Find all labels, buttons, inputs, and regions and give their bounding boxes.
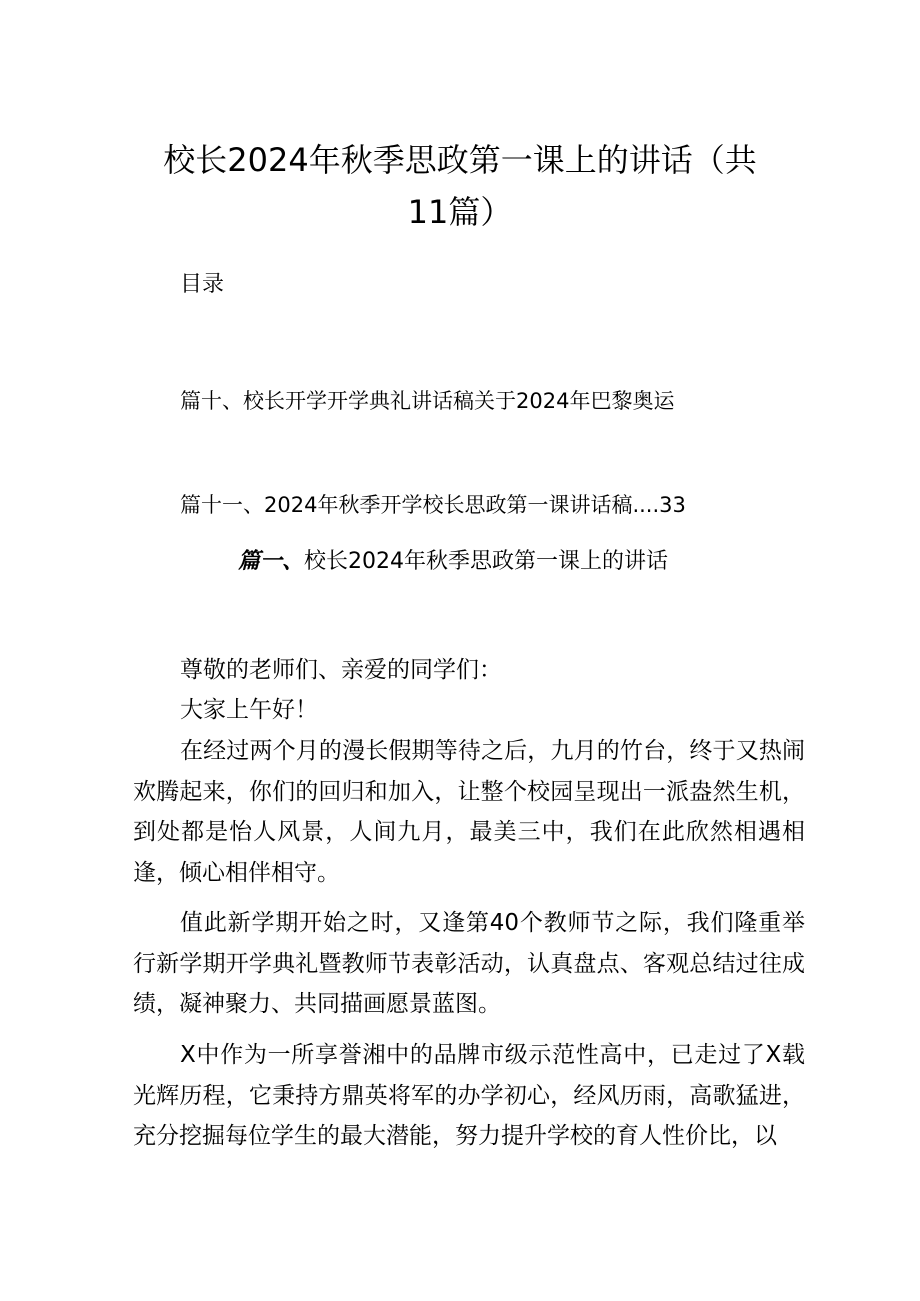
document-title — [140, 134, 780, 238]
salutation: 尊敬的老师们、亲爱的同学们： — [180, 657, 502, 683]
toc-item[interactable]: 篇十、校长开学开学典礼讲话稿关于2024年巴黎奥运 — [180, 389, 675, 413]
body-paragraph: 值此新学期开始之时，又逢第40个教师节之际，我们隆重举行新学期开学典礼暨教师节表彰活动，认真盘点、客观总结过往成绩，凝神聚力、共同描画愿景蓝图。 — [133, 910, 805, 1017]
section-heading — [238, 545, 668, 579]
section-heading-prefix: 篇一、 — [238, 549, 305, 574]
greeting: 大家上午好！ — [180, 697, 318, 723]
section-heading-text: 校长2024年秋季思政第一课上的讲话 — [304, 549, 669, 574]
title-line-2: 11篇） — [407, 193, 513, 231]
body-paragraph: X中作为一所享誉湘中的品牌市级示范性高中，已走过了X载光辉历程，它秉持方鼎英将军的办学初心，经风历雨，高歌猛进，充分挖掘每位学生的最大潜能，努力提升学校的育人性价比，以 — [133, 1042, 805, 1149]
toc-item[interactable]: 篇十一、2024年秋季开学校长思政第一课讲话稿....33 — [180, 493, 686, 517]
title-line-1: 校长2024年秋季思政第一课上的讲话（共 — [163, 141, 757, 179]
body-paragraph: 在经过两个月的漫长假期等待之后，九月的竹台，终于又热闹欢腾起来，你们的回归和加入，让整个校园呈现出一派盎然生机，到处都是怡人风景，人间九月，最美三中，我们在此欣然相遇相逢，倾心相伴相守。 — [133, 738, 805, 886]
toc-heading: 目录 — [180, 272, 225, 297]
